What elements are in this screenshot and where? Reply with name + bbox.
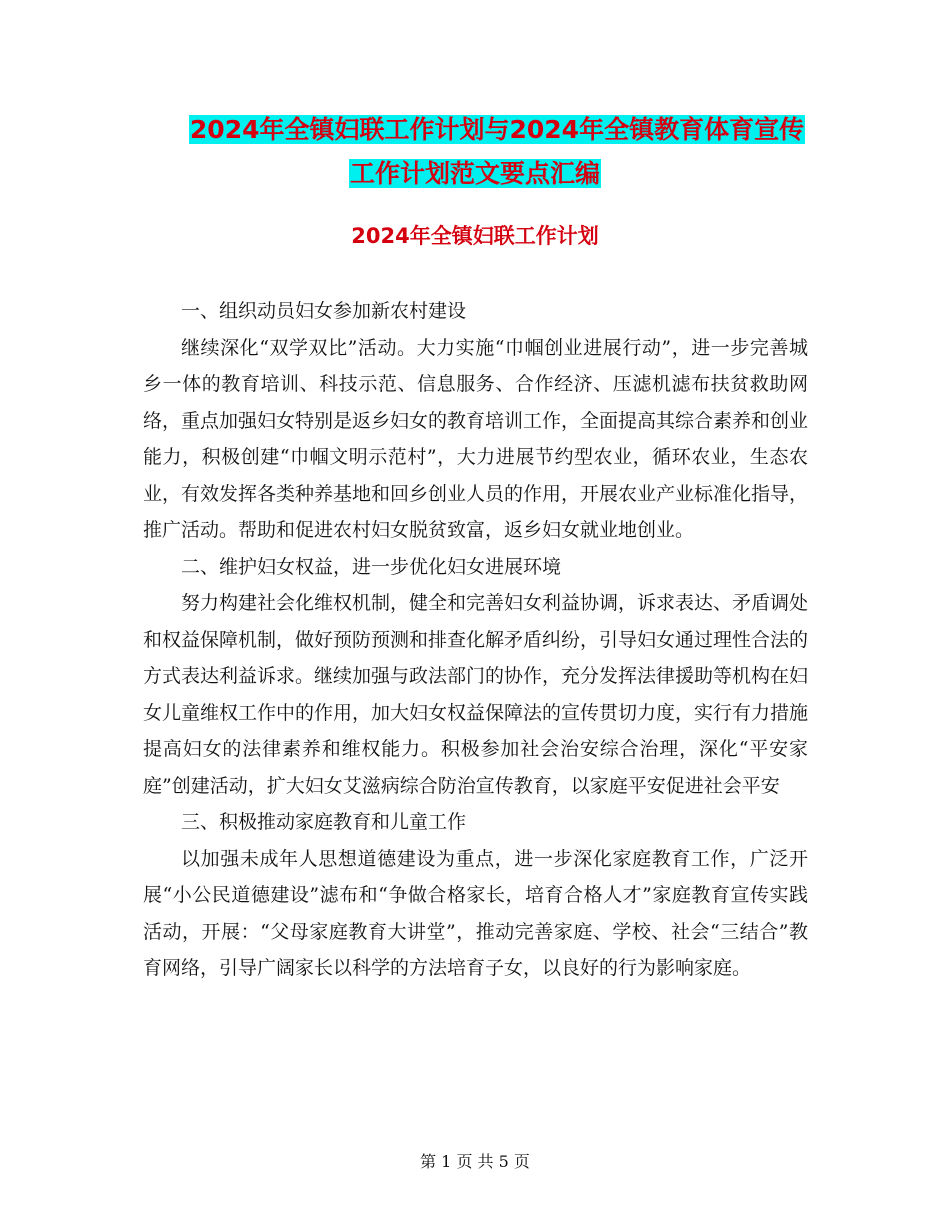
heading-2: 二、维护妇女权益，进一步优化妇女进展环境 — [181, 555, 562, 578]
paragraph-3: 以加强未成年人思想道德建设为重点，进一步深化家庭教育工作，广泛开展“小公民道德建设”滤布和“争做合格家长，培育合格人才”家庭教育宣传实践活动，开展：“父母家庭教育大讲堂”，推动完善家庭、学校、社会“三结合”教育网络，引导广阔家长以科学的方法培育子女，以良好的行为影响家庭。 — [143, 847, 808, 979]
heading-3: 三、积极推动家庭教育和儿童工作 — [181, 811, 467, 833]
heading-1: 一、组织动员妇女参加新农村建设 — [181, 300, 467, 322]
section-title: 2024年全镇妇联工作计划 — [351, 224, 599, 248]
body-text — [143, 293, 808, 987]
title-highlight-1: 2024年全镇妇联工作计划与2024年全镇教育体育宣传 — [189, 115, 805, 144]
paragraph-2: 努力构建社会化维权机制，健全和完善妇女利益协调，诉求表达、矛盾调处和权益保障机制，做好预防预测和排查化解矛盾纠纷，引导妇女通过理性合法的方式表达利益诉求。继续加强与政法部门的协作，充分发挥法律援助等机构在妇女儿童维权工作中的作用，加大妇女权益保障法的宣传贯切力度，实行有力措施提高妇女的法律素养和维权能力。积极参加社会治安综合治理，深化“平安家庭”创建活动，扩大妇女艾滋病综合防治宣传教育，以家庭平安促进社会平安 — [143, 592, 809, 797]
document-title-line-1 — [22, 113, 950, 147]
document-title-line-2 — [0, 157, 950, 191]
page-footer: 第 1 页 共 5 页 — [420, 1152, 530, 1171]
paragraph-1: 继续深化“双学双比”活动。大力实施“巾帼创业进展行动”，进一步完善城乡一体的教育培训、科技示范、信息服务、合作经济、压滤机滤布扶贫救助网络，重点加强妇女特别是返乡妇女的教育培训工作，全面提高其综合素养和创业能力，积极创建“巾帼文明示范村”，大力进展节约型农业，循环农业，生态农业，有效发挥各类种养基地和回乡创业人员的作用，开展农业产业标准化指导，推广活动。帮助和促进农村妇女脱贫致富，返乡妇女就业地创业。 — [143, 336, 809, 541]
title-highlight-2: 工作计划范文要点汇编 — [349, 159, 600, 188]
